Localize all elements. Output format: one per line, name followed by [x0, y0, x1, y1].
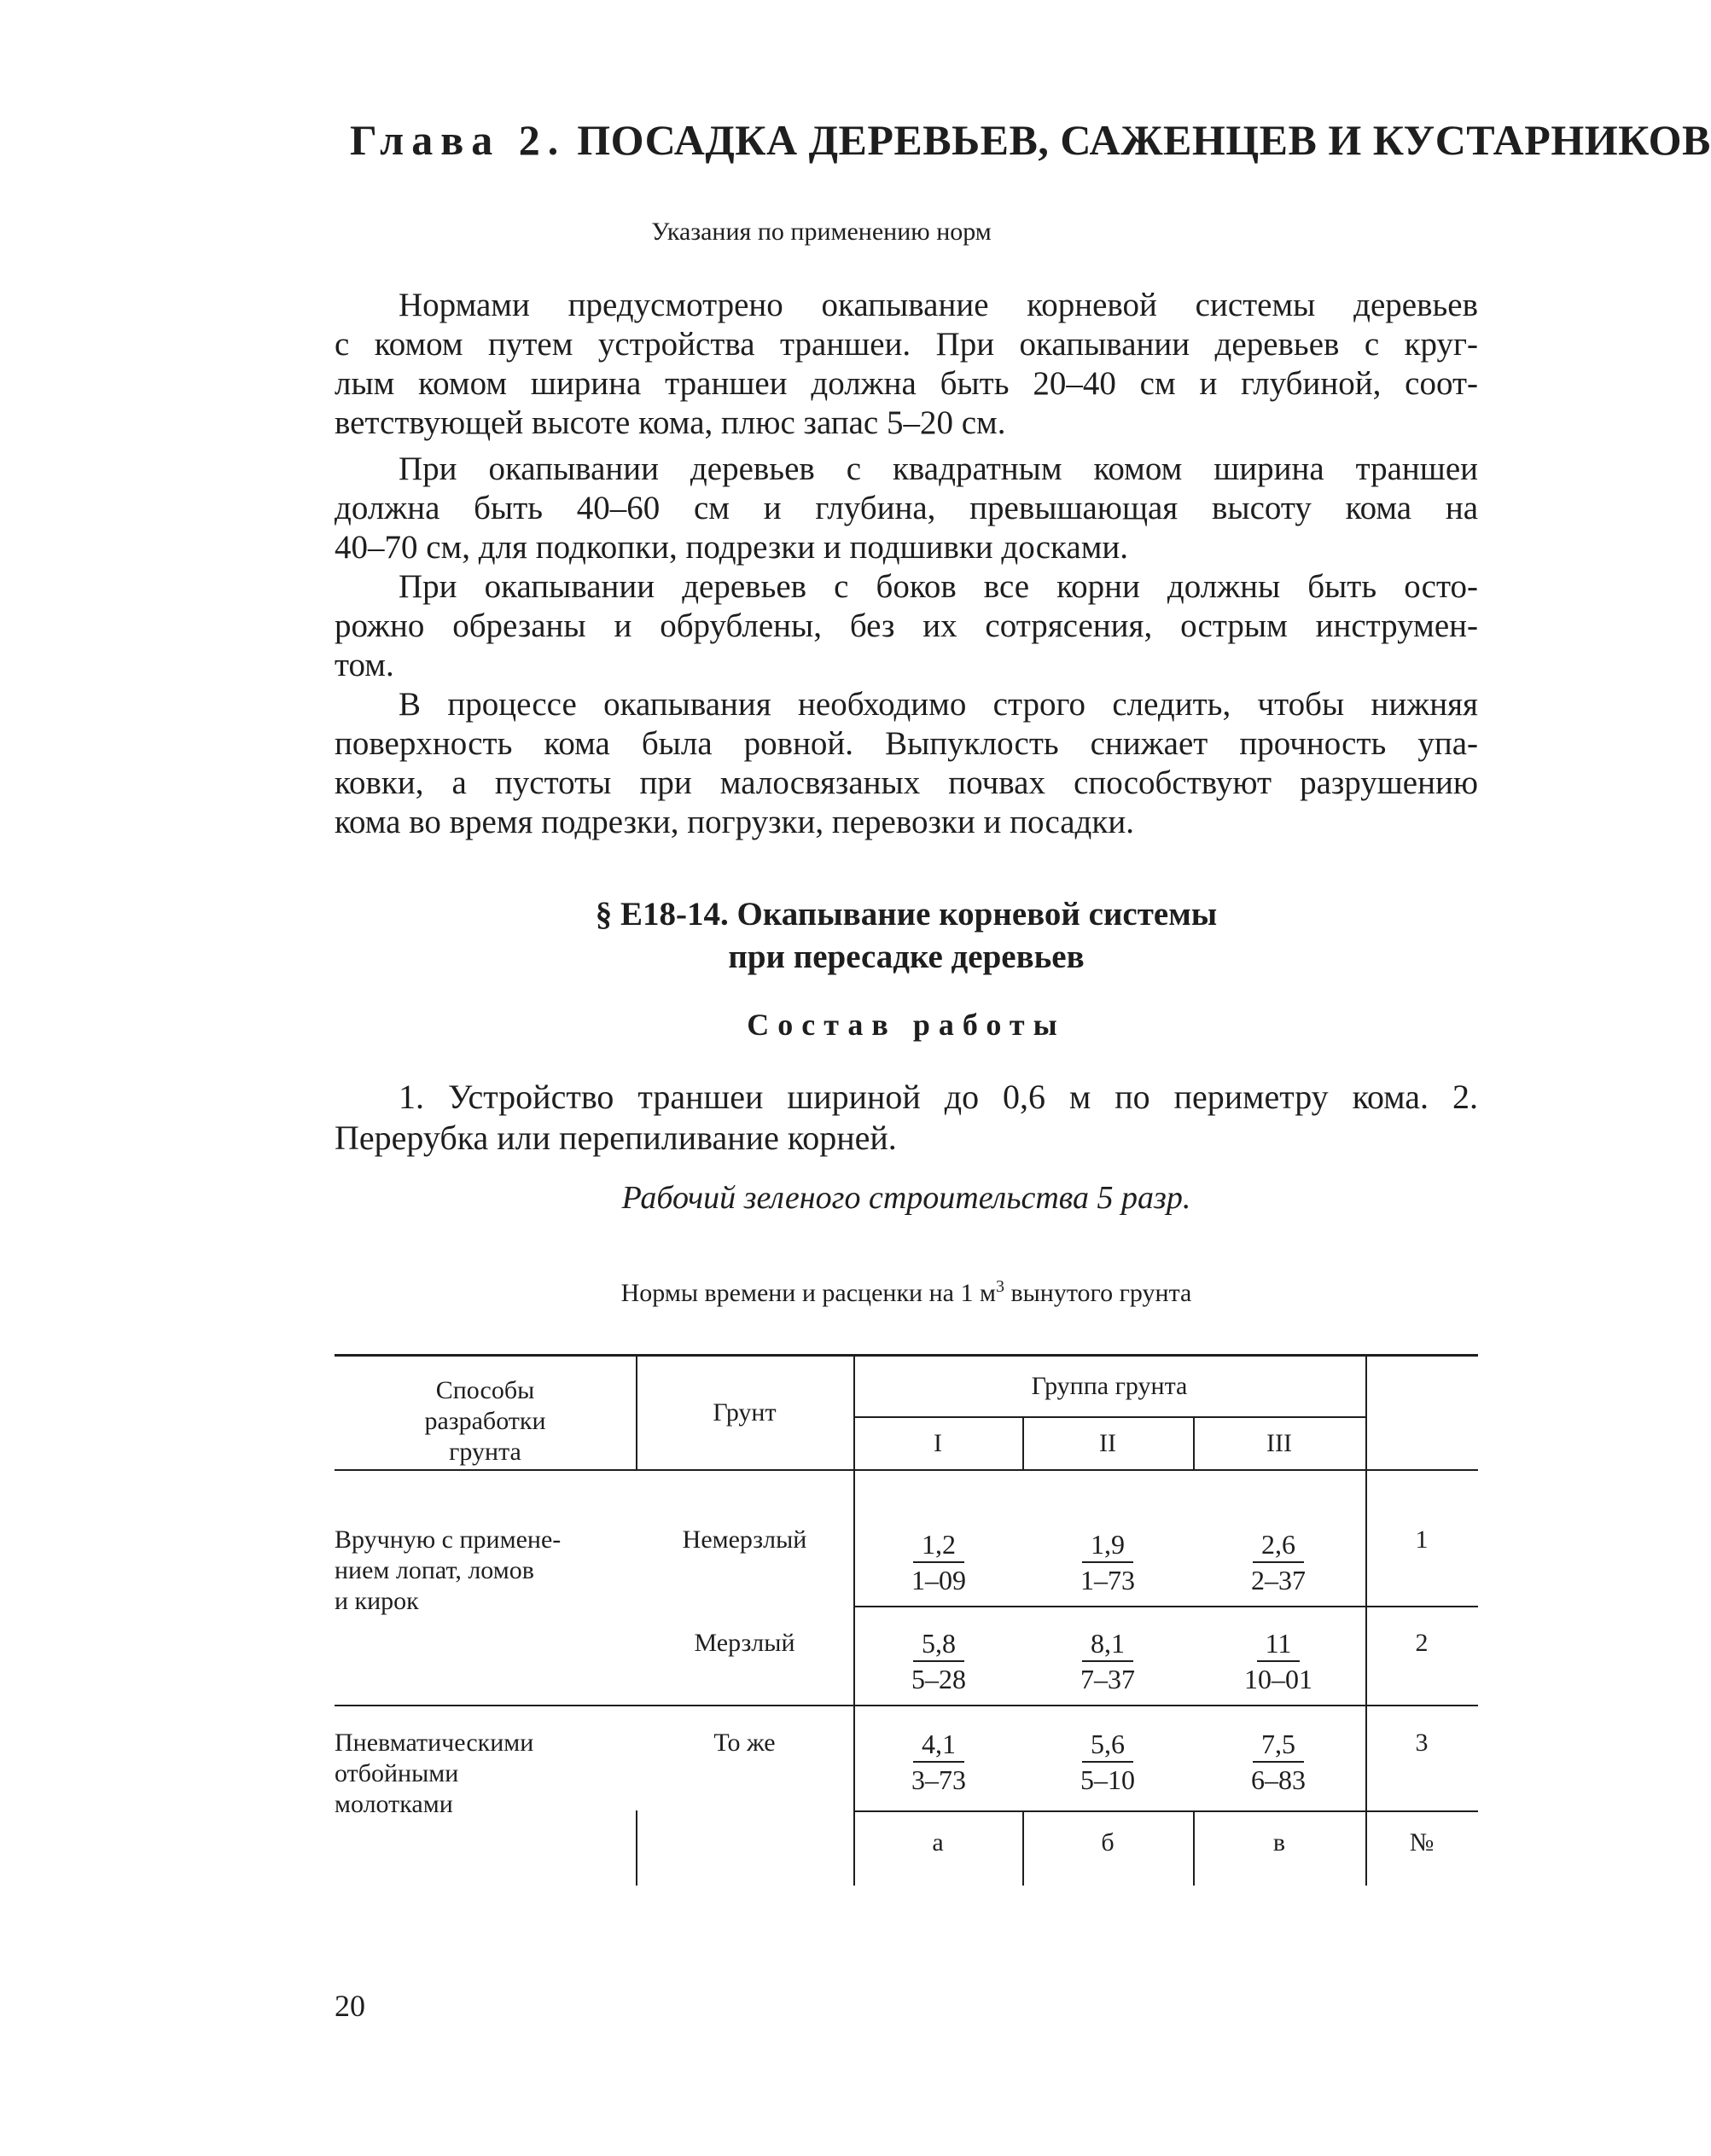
paragraph-line: При окапывании деревьев с боков все корни должны быть осто-	[399, 568, 1478, 605]
col-rule	[1022, 1416, 1024, 1469]
chapter-title: ПОСАДКА ДЕРЕВЬЕВ, САЖЕНЦЕВ И КУСТАРНИКОВ	[577, 116, 1711, 164]
column-letter-v: в	[1272, 1828, 1286, 1857]
time-norm: 7,5	[1253, 1727, 1304, 1763]
paragraph-line: В процессе окапывания необходимо строго следить, чтобы нижняя	[399, 686, 1478, 723]
col-rule	[1193, 1416, 1195, 1469]
table-caption	[335, 1277, 1478, 1308]
method-header	[335, 1375, 636, 1467]
instructions-heading: Указания по применению норм	[651, 218, 992, 246]
paragraph-1	[335, 286, 1478, 443]
paragraph-line: При окапывании деревьев с квадратным комом ширина траншеи	[399, 450, 1478, 487]
paragraph-line: ковки, а пустоты при малосвязаных почвах способствуют разрушению	[335, 764, 1478, 801]
paragraph-line: поверхность кома была ровной. Выпуклость снижает прочность упа-	[335, 725, 1478, 762]
work-steps	[335, 1077, 1478, 1159]
norm-value	[1193, 1527, 1364, 1597]
soil-cell: Мерзлый	[694, 1629, 795, 1657]
header-bottom-rule	[335, 1469, 1478, 1471]
number-sign: №	[1409, 1828, 1435, 1857]
method-cell	[335, 1525, 633, 1617]
paragraph-2	[335, 450, 1478, 567]
method-header-line: грунта	[449, 1438, 521, 1466]
row-number: 1	[1415, 1525, 1429, 1554]
caption-suffix: вынутого грунта	[1004, 1279, 1192, 1307]
table-top-rule	[335, 1354, 1478, 1357]
method-header-line: разработки	[424, 1407, 546, 1435]
method-line: Вручную с примене-	[335, 1525, 562, 1554]
rate: 1–73	[1080, 1565, 1135, 1595]
row-rule	[335, 1705, 1478, 1706]
col-rule	[853, 1357, 855, 1886]
method-line: и кирок	[335, 1587, 419, 1615]
work-step-line: 1. Устройство траншеи шириной до 0,6 м по периметру кома. 2.	[399, 1078, 1478, 1116]
time-norm: 5,6	[1082, 1727, 1133, 1763]
group-header-3: III	[1266, 1429, 1292, 1457]
section-title-line: § Е18-14. Окапывание корневой системы	[595, 896, 1218, 933]
caption-superscript: 3	[995, 1277, 1004, 1296]
rate: 3–73	[911, 1764, 966, 1795]
time-norm: 2,6	[1253, 1527, 1304, 1563]
group-header-1: I	[934, 1429, 942, 1457]
time-norm: 4,1	[913, 1727, 964, 1763]
paragraph-line: кома во время подрезки, погрузки, перевозки и посадки.	[335, 804, 1134, 840]
rate: 6–83	[1251, 1764, 1306, 1795]
col-rule	[1193, 1810, 1195, 1886]
norm-value	[1022, 1527, 1193, 1597]
method-line: нием лопат, ломов	[335, 1556, 534, 1584]
col-rule	[636, 1810, 637, 1886]
page-number: 20	[335, 1989, 365, 2023]
row-number: 2	[1415, 1629, 1429, 1657]
work-step-line: Перерубка или перепиливание корней.	[335, 1119, 897, 1157]
paragraph-3	[335, 567, 1478, 685]
chapter-prefix: Глава 2.	[350, 116, 567, 164]
time-norm: 11	[1257, 1626, 1301, 1662]
section-title-line: при пересадке деревьев	[728, 939, 1085, 975]
soil-cell: Немерзлый	[682, 1525, 807, 1554]
method-line: молотками	[335, 1790, 453, 1818]
method-line: Пневматическими	[335, 1729, 534, 1757]
soil-cell: То же	[713, 1729, 776, 1757]
norm-value	[853, 1626, 1024, 1696]
caption-text: Нормы времени и расценки на 1 м	[620, 1279, 996, 1307]
norm-value	[853, 1727, 1024, 1797]
soil-header: Грунт	[713, 1398, 777, 1427]
rate: 10–01	[1244, 1664, 1312, 1694]
paragraph-4	[335, 685, 1478, 842]
worker-grade: Рабочий зеленого строительства 5 разр.	[621, 1180, 1191, 1216]
paragraph-line: ветствующей высоте кома, плюс запас 5–20 см.	[335, 404, 1006, 441]
paragraph-line: лым комом ширина траншеи должна быть 20–40 см и глубиной, соот-	[335, 365, 1478, 402]
paragraph-line: Нормами предусмотрено окапывание корневой системы деревьев	[399, 287, 1478, 323]
rate: 5–10	[1080, 1764, 1135, 1795]
row-rule	[853, 1606, 1478, 1607]
section-title	[335, 893, 1478, 979]
method-line: отбойными	[335, 1759, 459, 1787]
rate: 2–37	[1251, 1565, 1306, 1595]
method-header-line: Способы	[435, 1376, 535, 1404]
rate: 7–37	[1080, 1664, 1135, 1694]
soil-group-header: Группа грунта	[1031, 1372, 1188, 1400]
paragraph-line: том.	[335, 647, 394, 683]
norm-value	[1022, 1727, 1193, 1797]
norm-value	[1022, 1626, 1193, 1696]
time-norm: 5,8	[913, 1626, 964, 1662]
col-rule	[1365, 1357, 1367, 1886]
time-norm: 1,9	[1082, 1527, 1133, 1563]
norm-value	[1193, 1727, 1364, 1797]
time-norm: 1,2	[913, 1527, 964, 1563]
norm-value	[853, 1527, 1024, 1597]
group-header-2: II	[1099, 1429, 1116, 1457]
paragraph-line: 40–70 см, для подкопки, подрезки и подшивки досками.	[335, 529, 1129, 566]
paragraph-line: с комом путем устройства траншеи. При окапывании деревьев с круг-	[335, 326, 1478, 363]
rate: 1–09	[911, 1565, 966, 1595]
paragraph-line: должна быть 40–60 см и глубина, превышающая высоту кома на	[335, 490, 1478, 526]
column-letter-a: а	[932, 1828, 944, 1857]
norm-value	[1193, 1626, 1364, 1696]
paragraph-line: рожно обрезаны и обрублены, без их сотрясения, острым инструмен-	[335, 607, 1478, 644]
time-norm: 8,1	[1082, 1626, 1133, 1662]
composition-heading: Состав работы	[747, 1008, 1066, 1042]
col-rule	[636, 1357, 637, 1469]
column-letter-b: б	[1101, 1828, 1114, 1857]
chapter-heading	[350, 115, 1711, 165]
group-header-rule	[853, 1416, 1365, 1418]
row-number: 3	[1415, 1729, 1429, 1757]
col-rule	[1022, 1810, 1024, 1886]
rate: 5–28	[911, 1664, 966, 1694]
row-rule	[853, 1810, 1478, 1812]
method-cell	[335, 1728, 633, 1820]
